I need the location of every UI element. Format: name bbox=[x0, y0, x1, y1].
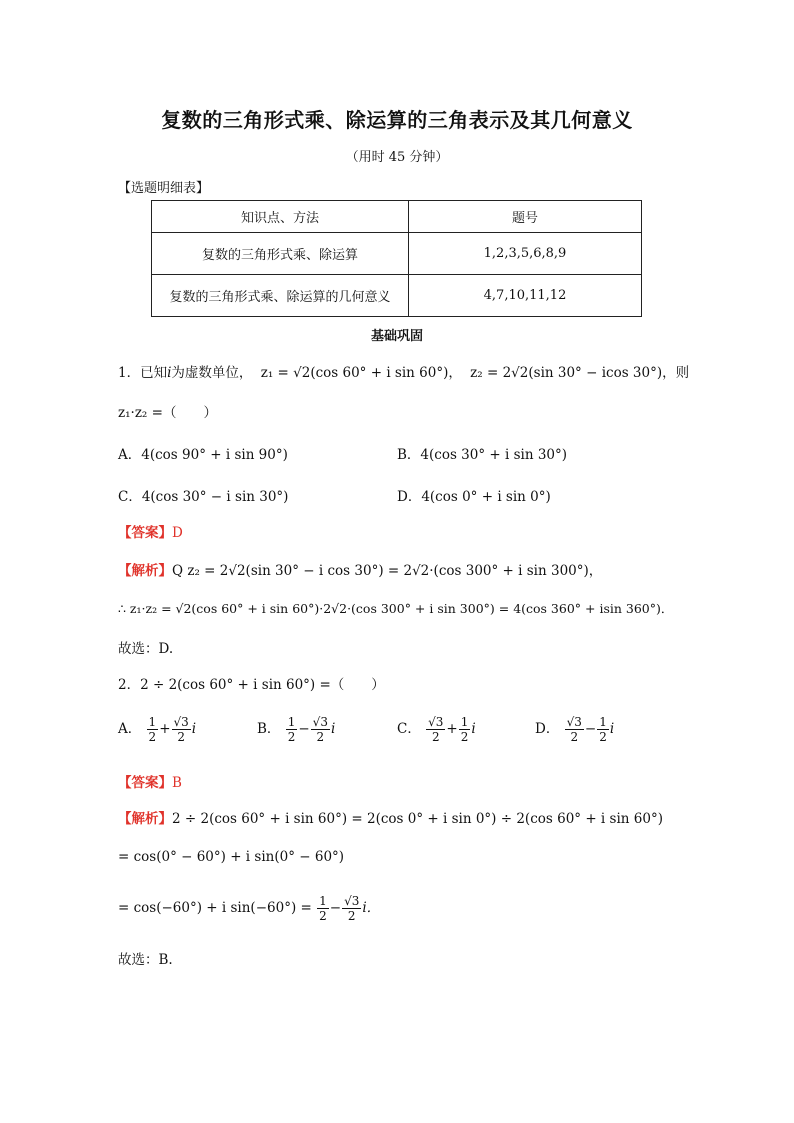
imaginary-unit: i． bbox=[362, 900, 381, 916]
denominator: 2 bbox=[148, 730, 157, 744]
denominator: 2 bbox=[316, 730, 325, 744]
analysis-text: = cos(−60°) + i sin(−60°) = bbox=[118, 900, 312, 916]
denominator: 2 bbox=[287, 730, 296, 744]
option-b: B．4(cos 30° + i sin 30°) bbox=[397, 447, 568, 463]
option-label: A． bbox=[118, 721, 142, 737]
fraction bbox=[311, 715, 330, 744]
denominator: 2 bbox=[177, 730, 185, 744]
question-number: 1． bbox=[118, 365, 141, 381]
numerator: √3 bbox=[566, 715, 582, 729]
table-header-cell: 知识点、方法 bbox=[152, 201, 409, 233]
option-c: C．4(cos 30° − i sin 30°) bbox=[118, 489, 289, 505]
operator: + bbox=[159, 721, 171, 737]
option-b bbox=[257, 715, 335, 744]
denominator: 2 bbox=[460, 730, 469, 744]
question-2-stem bbox=[118, 673, 385, 693]
imaginary-unit: i bbox=[609, 721, 615, 737]
imaginary-unit: i bbox=[330, 721, 336, 737]
operator: − bbox=[298, 721, 310, 737]
fraction bbox=[317, 894, 329, 923]
selection-detail-table bbox=[151, 200, 642, 317]
numerator: 1 bbox=[599, 715, 607, 729]
fraction bbox=[459, 715, 471, 744]
analysis-label: 【解析】 bbox=[118, 811, 172, 827]
numerator: 1 bbox=[460, 715, 469, 729]
question-text: 已知 bbox=[140, 365, 168, 381]
numerator: √3 bbox=[428, 715, 444, 729]
time-limit: （用时 45 分钟） bbox=[345, 150, 449, 165]
question-1-ask: z₁·z₂ =（ ） bbox=[118, 405, 217, 421]
imaginary-unit: i bbox=[167, 365, 172, 381]
answer-label: 【答案】 bbox=[118, 775, 172, 791]
option-a bbox=[118, 715, 196, 744]
analysis-2-line-2: = cos(0° − 60°) + i sin(0° − 60°) bbox=[118, 849, 345, 865]
table-cell: 1,2,3,5,6,8,9 bbox=[409, 233, 642, 275]
numerator: √3 bbox=[344, 894, 360, 908]
table-row bbox=[152, 233, 642, 275]
imaginary-unit: i bbox=[191, 721, 197, 737]
fraction bbox=[426, 715, 445, 744]
conclusion-1: 故选：D. bbox=[118, 641, 174, 657]
answer-label: 【答案】 bbox=[118, 525, 172, 541]
analysis-2-line-1 bbox=[118, 807, 663, 827]
conclusion-2: 故选：B. bbox=[118, 952, 173, 968]
denominator: 2 bbox=[319, 909, 327, 923]
analysis-1-line-1 bbox=[118, 559, 602, 579]
denominator: 2 bbox=[431, 730, 440, 744]
option-label: D． bbox=[535, 721, 560, 737]
fraction bbox=[147, 715, 159, 744]
table-cell: 4,7,10,11,12 bbox=[409, 275, 642, 317]
analysis-text: Q z₂ = 2√2(sin 30° − i cos 30°) = 2√2·(cos 300° + i sin 300°)， bbox=[172, 563, 603, 579]
denominator: 2 bbox=[599, 730, 607, 744]
operator: − bbox=[584, 721, 597, 737]
question-text: 2 ÷ 2(cos 60° + i sin 60°) =（ ） bbox=[140, 677, 385, 693]
numerator: 1 bbox=[319, 894, 327, 908]
option-a: A．4(cos 90° + i sin 90°) bbox=[118, 447, 288, 463]
answer-value: B bbox=[172, 775, 182, 791]
table-header-cell: 题号 bbox=[409, 201, 642, 233]
question-1-stem bbox=[118, 361, 689, 381]
table-header-row bbox=[152, 201, 642, 233]
fraction bbox=[342, 894, 361, 923]
denominator: 2 bbox=[570, 730, 579, 744]
fraction bbox=[286, 715, 298, 744]
answer-value: D bbox=[172, 525, 183, 541]
table-cell: 复数的三角形式乘、除运算 bbox=[152, 233, 409, 275]
fraction bbox=[597, 715, 609, 744]
numerator: 1 bbox=[287, 715, 296, 729]
z1-definition: z₁ = √2(cos 60° + i sin 60°)， bbox=[260, 365, 462, 381]
option-label: C． bbox=[397, 721, 421, 737]
numerator: √3 bbox=[173, 715, 189, 729]
table-cell: 复数的三角形式乘、除运算的几何意义 bbox=[152, 275, 409, 317]
answer-1 bbox=[118, 521, 183, 541]
option-d bbox=[535, 715, 614, 744]
numerator: √3 bbox=[312, 715, 328, 729]
selection-table-label: 【选题明细表】 bbox=[118, 181, 210, 196]
question-text: 为虚数单位， bbox=[171, 365, 253, 381]
analysis-1-line-2: ∴ z₁·z₂ = √2(cos 60° + i sin 60°)·2√2·(cos 300° + i sin 300°) = 4(cos 360° + isin 360°)． bbox=[118, 601, 674, 616]
z2-definition: z₂ = 2√2(sin 30° − icos 30°)，则 bbox=[470, 365, 690, 381]
analysis-text: 2 ÷ 2(cos 60° + i sin 60°) = 2(cos 0° + i sin 0°) ÷ 2(cos 60° + i sin 60°) bbox=[172, 811, 663, 827]
page-title: 复数的三角形式乘、除运算的三角表示及其几何意义 bbox=[161, 108, 633, 132]
denominator: 2 bbox=[347, 909, 356, 923]
analysis-2-line-3 bbox=[118, 894, 380, 923]
option-d: D．4(cos 0° + i sin 0°) bbox=[397, 489, 551, 505]
operator: + bbox=[446, 721, 458, 737]
question-number: 2． bbox=[118, 677, 141, 693]
option-c bbox=[397, 715, 476, 744]
operator: − bbox=[329, 900, 342, 916]
fraction bbox=[565, 715, 584, 744]
table-row bbox=[152, 275, 642, 317]
imaginary-unit: i bbox=[471, 721, 476, 737]
fraction bbox=[172, 715, 191, 744]
section-heading: 基础巩固 bbox=[370, 329, 423, 344]
analysis-label: 【解析】 bbox=[118, 563, 172, 579]
answer-2 bbox=[118, 771, 182, 791]
numerator: 1 bbox=[148, 715, 157, 729]
option-label: B． bbox=[257, 721, 281, 737]
